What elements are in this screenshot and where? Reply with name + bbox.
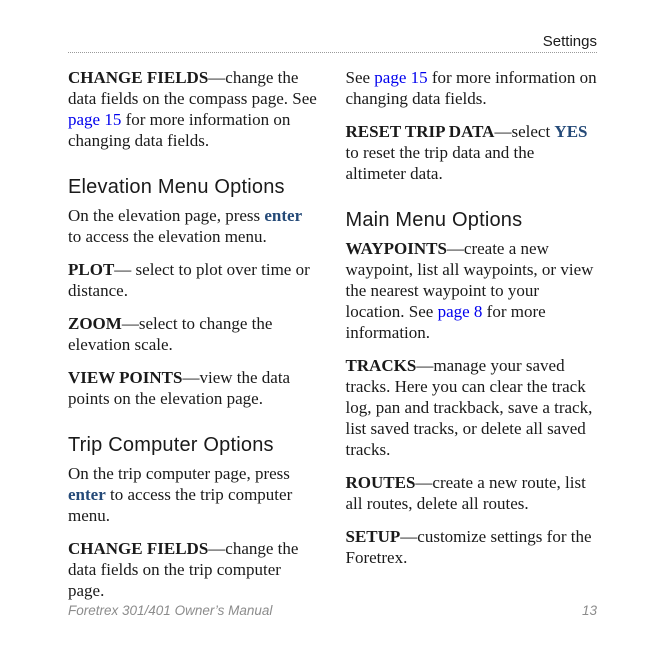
paragraph-routes [346,472,598,514]
bold-term: TRACKS [345,356,417,375]
right-column [346,67,598,601]
bold-term: WAYPOINTS [345,239,447,258]
bold-term: ROUTES [345,473,416,492]
key-term: enter [264,206,303,225]
heading-trip-computer-options [68,432,320,458]
text-segment: —create a new waypoint, list all waypoints, or view the nearest waypoint to your location. See [345,239,594,321]
paragraph-see-page-15 [346,67,598,109]
text-segment: for more information on changing data fields. [345,68,597,108]
paragraph-elevation-intro [68,205,320,247]
left-column [68,67,320,601]
paragraph-trip-computer-intro [68,463,320,526]
paragraph-reset-trip-data [346,121,598,184]
paragraph-setup [346,526,598,568]
text-segment: —view the data points on the elevation page. [68,368,291,408]
text-segment: —change the data fields on the compass page. See [68,68,317,108]
text-segment: to access the elevation menu. [68,227,267,246]
paragraph-view-points [68,367,320,409]
text-segment: for more information. [345,302,546,342]
header-settings-label: Settings [542,33,597,50]
key-term: enter [68,485,106,504]
text-segment: —change the data fields on the trip computer page. [68,539,299,600]
text-segment: —create a new route, list all routes, delete all routes. [345,473,586,513]
bold-term: RESET TRIP DATA [345,122,495,141]
page-footer [68,603,597,618]
text-segment: for more information on changing data fields. [68,110,291,150]
text-segment: See [345,68,375,87]
bold-term: SETUP [345,527,401,546]
bold-term: VIEW POINTS [68,368,183,387]
bold-term: ZOOM [68,314,122,333]
text-segment: On the trip computer page, press [68,464,290,483]
paragraph-zoom [68,313,320,355]
bold-term: CHANGE FIELDS [68,68,209,87]
page-link[interactable]: page 15 [374,68,428,87]
page-link[interactable]: page 15 [68,110,122,129]
text-segment: to access the trip computer menu. [68,485,293,525]
text-segment: to reset the trip data and the altimeter data. [345,143,535,183]
text-segment: —customize settings for the Foretrex. [345,527,592,567]
text-segment: Elevation Menu Options [68,176,285,198]
heading-main-menu-options [346,207,598,233]
key-term: YES [554,122,588,141]
bold-term: PLOT [68,260,115,279]
footer-page-number: 13 [581,603,597,618]
text-segment: —select to change the elevation scale. [68,314,273,354]
page-header [68,33,597,53]
content-columns [68,67,597,601]
heading-elevation-menu-options [68,174,320,200]
paragraph-change-fields-trip [68,538,320,601]
footer-manual-title: Foretrex 301/401 Owner’s Manual [68,603,273,618]
text-segment: On the elevation page, press [68,206,265,225]
paragraph-change-fields-compass [68,67,320,151]
text-segment: Main Menu Options [345,209,523,231]
text-segment: —manage your saved tracks. Here you can clear the track log, pan and trackback, save a track, list saved tracks, or delete all saved tracks. [345,356,593,459]
text-segment: —select [494,122,555,141]
text-segment: — select to plot over time or distance. [68,260,310,300]
paragraph-plot [68,259,320,301]
paragraph-tracks [346,355,598,460]
page-link[interactable]: page 8 [437,302,483,321]
bold-term: CHANGE FIELDS [68,539,209,558]
paragraph-waypoints [346,238,598,343]
text-segment: Trip Computer Options [68,434,274,456]
